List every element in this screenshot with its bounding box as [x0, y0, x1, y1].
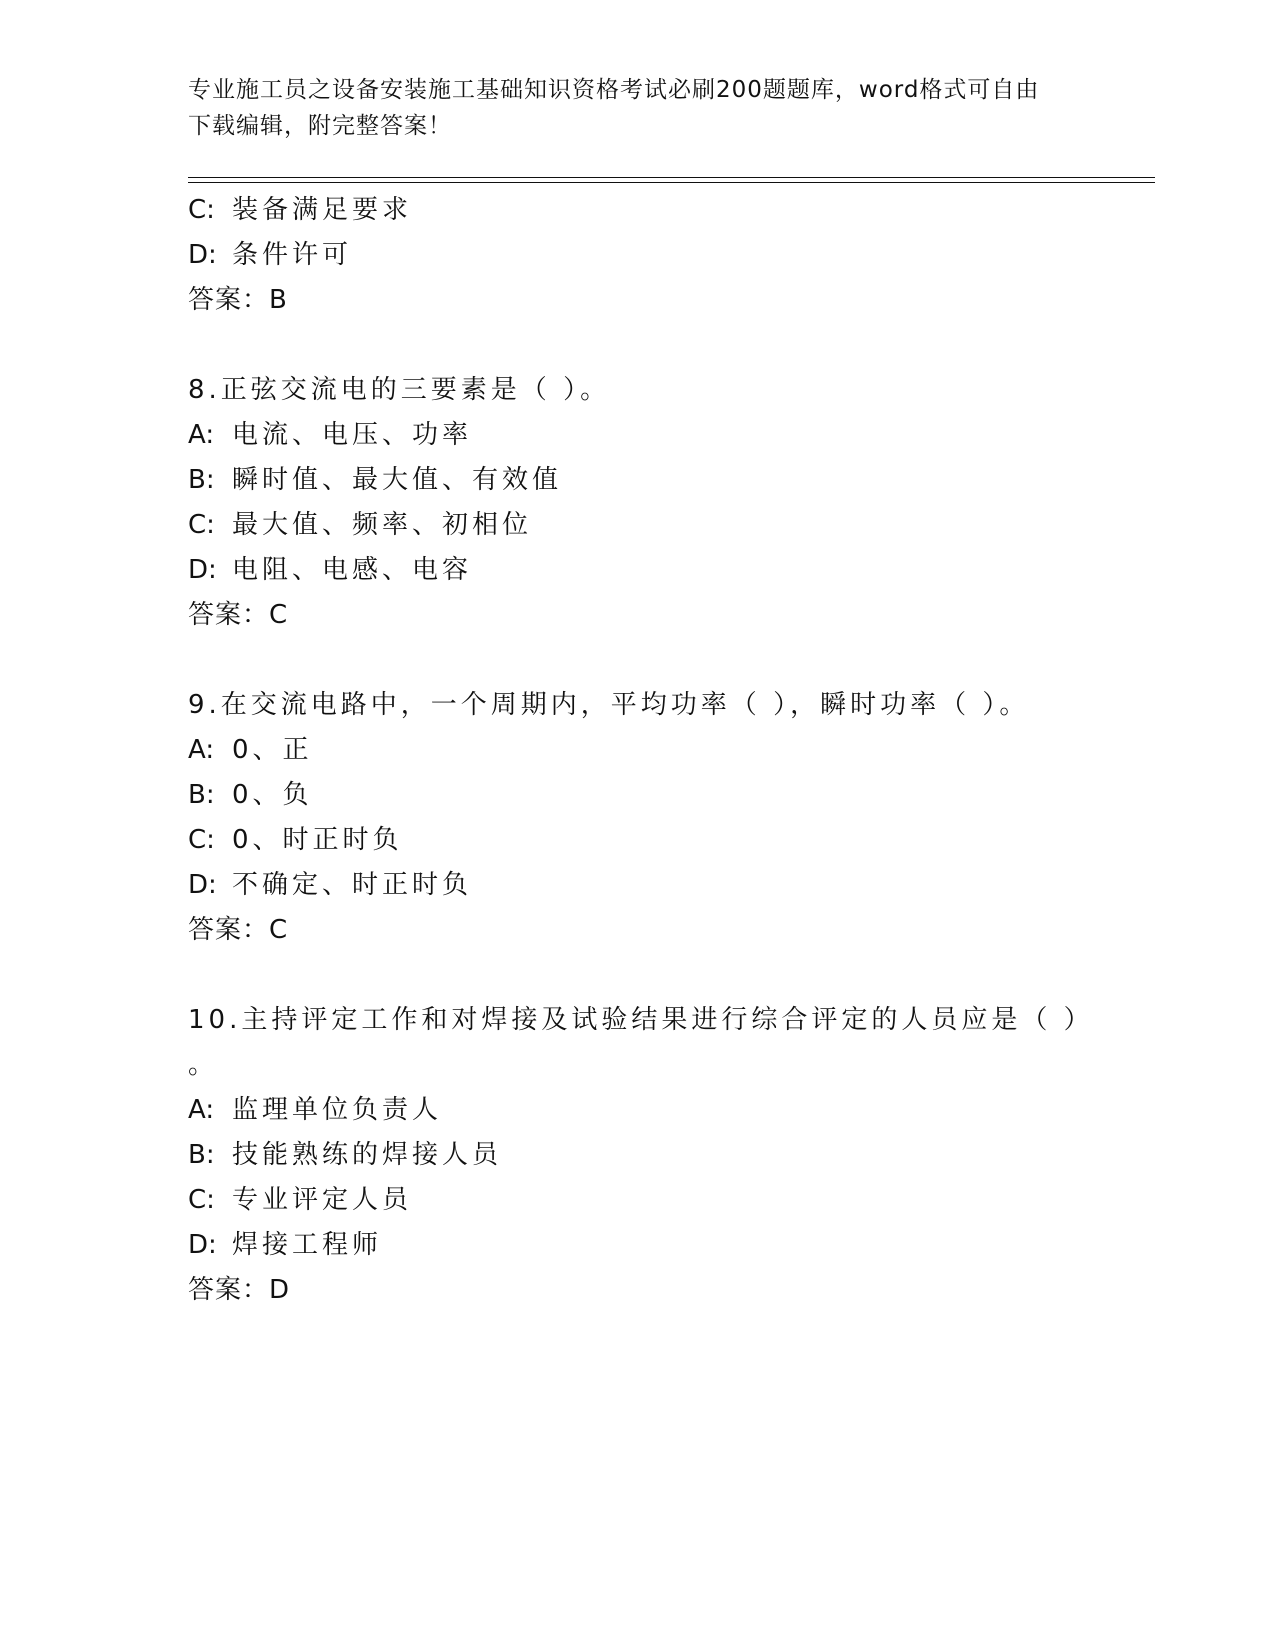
option-letter: B: [188, 465, 215, 495]
option-letter: D: [188, 870, 217, 900]
option-letter: B: [188, 1140, 215, 1170]
header-divider-bottom [188, 182, 1155, 183]
question-stem-continuation: 。 [188, 1050, 219, 1080]
option-letter: A: [188, 420, 215, 450]
option-letter: D: [188, 1230, 217, 1260]
option-letter: A: [188, 735, 215, 765]
option-text: 0、正 [232, 735, 313, 765]
answer-line: 答案：C [188, 915, 289, 945]
option-item [188, 465, 562, 495]
question-stem: 9.在交流电路中，一个周期内，平均功率（ ），瞬时功率（ ）。 [188, 690, 1030, 720]
option-text: 监理单位负责人 [232, 1095, 443, 1125]
option-text: 0、负 [232, 780, 313, 810]
option-letter: C: [188, 825, 215, 855]
option-item [188, 1185, 412, 1215]
answer-line: 答案：B [188, 285, 288, 315]
answer-line: 答案：C [188, 600, 289, 630]
header-divider-top [188, 177, 1155, 178]
option-text: 不确定、时正时负 [232, 870, 473, 900]
option-item [188, 1095, 442, 1125]
option-text: 装备满足要求 [232, 195, 413, 225]
answer-line: 答案：D [188, 1275, 291, 1305]
option-item [188, 510, 532, 540]
option-item [188, 780, 313, 810]
option-text: 条件许可 [232, 240, 353, 270]
option-letter: D: [188, 240, 217, 270]
option-letter: C: [188, 1185, 215, 1215]
option-text: 专业评定人员 [232, 1185, 413, 1215]
option-text: 最大值、频率、初相位 [232, 510, 533, 540]
option-item [188, 240, 352, 270]
option-item [188, 555, 472, 585]
option-item [188, 735, 313, 765]
option-item [188, 870, 472, 900]
option-item [188, 1230, 382, 1260]
option-text: 焊接工程师 [232, 1230, 383, 1260]
document-header [188, 72, 1088, 144]
option-item [188, 1140, 502, 1170]
option-item [188, 825, 403, 855]
option-text: 技能熟练的焊接人员 [232, 1140, 503, 1170]
option-text: 瞬时值、最大值、有效值 [232, 465, 563, 495]
option-text: 电流、电压、功率 [232, 420, 473, 450]
option-letter: C: [188, 510, 215, 540]
option-letter: A: [188, 1095, 215, 1125]
question-stem: 10.主持评定工作和对焊接及试验结果进行综合评定的人员应是（ ） [188, 1005, 1094, 1035]
question-stem: 8.正弦交流电的三要素是（ ）。 [188, 375, 611, 405]
option-text: 电阻、电感、电容 [232, 555, 473, 585]
header-line-2: 下载编辑，附完整答案！ [188, 113, 452, 139]
option-text: 0、时正时负 [232, 825, 403, 855]
option-letter: C: [188, 195, 215, 225]
option-item [188, 195, 412, 225]
header-line-1: 专业施工员之设备安装施工基础知识资格考试必刷200题题库，word格式可自由 [188, 77, 1040, 103]
option-letter: D: [188, 555, 217, 585]
option-item [188, 420, 472, 450]
option-letter: B: [188, 780, 215, 810]
